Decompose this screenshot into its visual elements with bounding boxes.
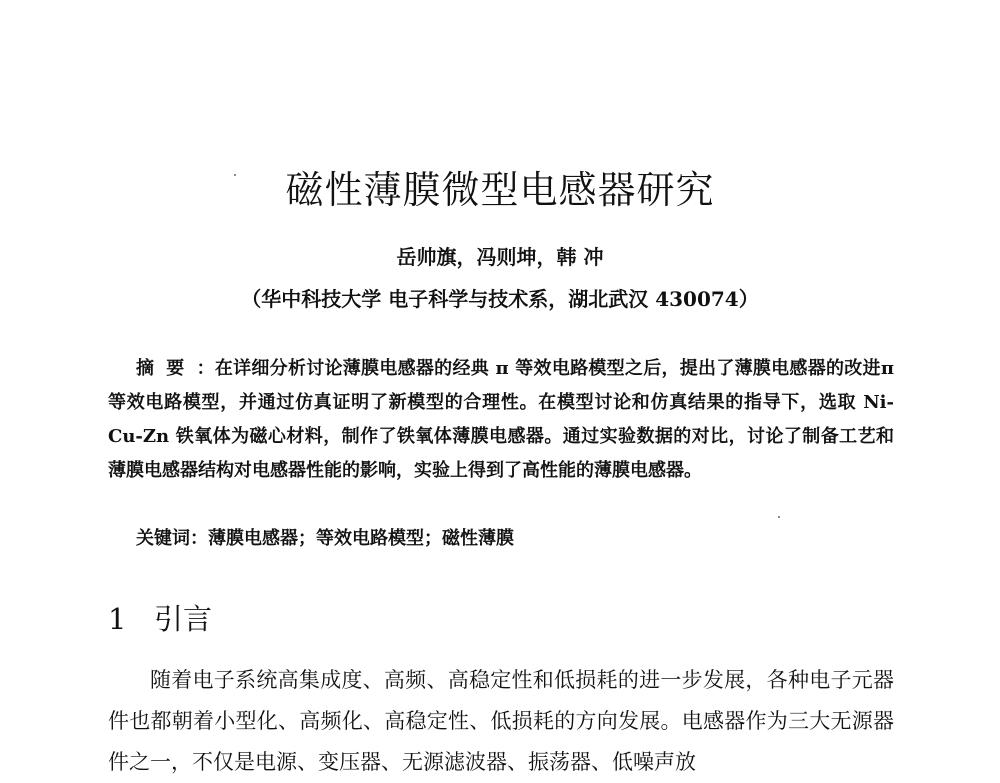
abstract (108, 352, 894, 488)
abstract-text: ：在详细分析讨论薄膜电感器的经典 π 等效电路模型之后，提出了薄膜电感器的改进π等效电路模型，并通过仿真证明了新模型的合理性。在模型讨论和仿真结果的指导下，选取 Ni-Cu-Zn 铁氧体为磁心材料，制作了铁氧体薄膜电感器。通过实验数据的对比，讨论了制备工艺和薄膜电感器结构对电感器性能的影响，实验上得到了高性能的薄膜电感器。 (108, 358, 894, 481)
keywords-text: ：薄膜电感器；等效电路模型；磁性薄膜 (190, 528, 514, 549)
keywords (136, 522, 896, 556)
paper-affiliation: （华中科技大学 电子科学与技术系，湖北武汉 430074） (241, 287, 759, 311)
section-heading (108, 602, 212, 637)
paper-authors: 岳帅旗，冯则坤，韩 冲 (396, 245, 604, 269)
keywords-label: 关键词 (136, 528, 190, 549)
section-title: 引言 (154, 602, 213, 636)
scan-speck (778, 516, 780, 518)
paper-title: 磁性薄膜微型电感器研究 (285, 168, 715, 212)
section-number: 1 (108, 602, 127, 636)
body-paragraph: 随着电子系统高集成度、高频、高稳定性和低损耗的进一步发展，各种电子元器件也都朝着小型化、高频化、高稳定性、低损耗的方向发展。电感器作为三大无源器件之一，不仅是电源、变压器、无源滤波器、振荡器、低噪声放 (108, 668, 894, 774)
abstract-label: 摘要 (136, 358, 197, 379)
